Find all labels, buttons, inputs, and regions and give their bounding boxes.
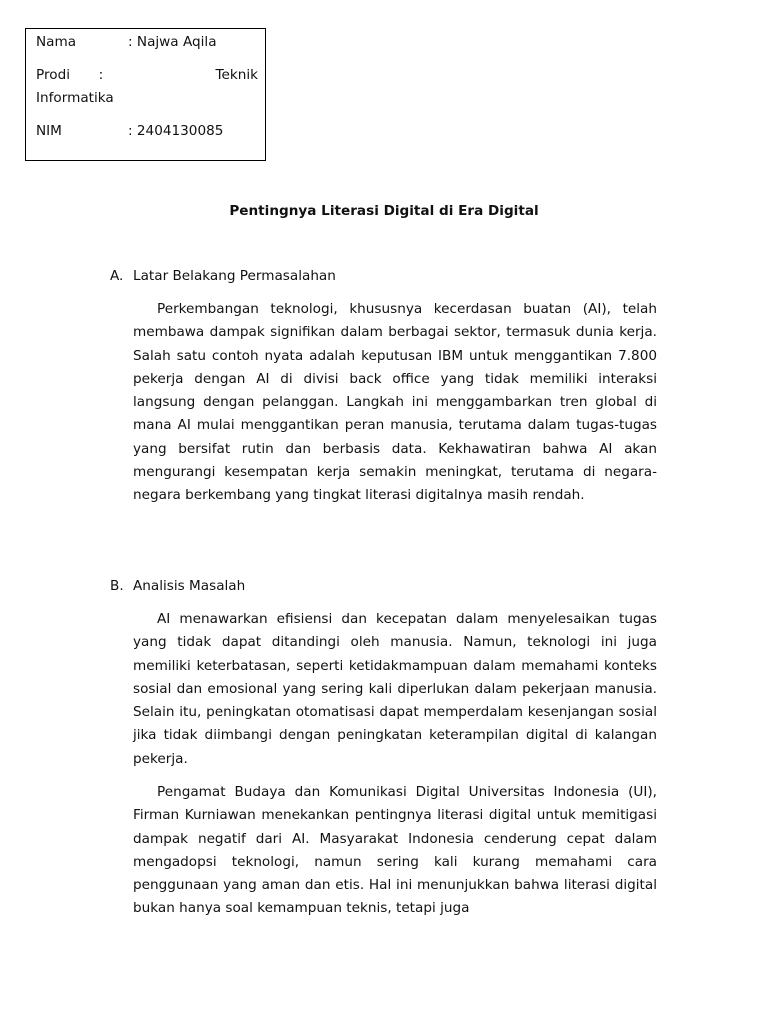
section-b-paragraph-1: AI menawarkan efisiensi dan kecepatan dalam menyelesaikan tugas yang tidak dapat ditandingi oleh manusia. Namun, teknologi ini juga memiliki keterbatasan, seperti ketidakmampuan dalam memahami konteks sosial dan emosional yang sering kali diperlukan dalam pekerjaan manusia. Selain itu, peningkatan otomatisasi dapat memperdalam kesenjangan sosial jika tidak diimbangi dengan peningkatan keterampilan digital di kalangan pekerja. [133, 611, 657, 767]
nim-row [36, 120, 258, 143]
prodi-value-line1: Teknik [215, 67, 258, 83]
section-a-letter: A. [110, 268, 124, 284]
name-value: : Najwa Aqila [128, 34, 217, 50]
prodi-label: Prodi [36, 67, 70, 83]
prodi-value-line2: Informatika [36, 90, 114, 106]
nim-label: NIM [36, 123, 62, 139]
section-a-paragraph: Perkembangan teknologi, khususnya kecerdasan buatan (AI), telah membawa dampak signifikan dalam berbagai sektor, termasuk dunia kerja. Salah satu contoh nyata adalah keputusan IBM untuk menggantikan 7.800 pekerja dengan AI di divisi back office yang tidak memiliki interaksi langsung dengan pelanggan. Langkah ini menggambarkan tren global di mana AI mulai menggantikan peran manusia, terutama dalam tugas-tugas yang bersifat rutin dan berbasis data. Kekhawatiran bahwa AI akan mengurangi kesempatan kerja semakin meningkat, terutama di negara-negara berkembang yang tingkat literasi digitalnya masih rendah. [133, 301, 657, 504]
section-a-title: Latar Belakang Permasalahan [133, 268, 336, 284]
document-title: Pentingnya Literasi Digital di Era Digital [229, 203, 539, 219]
prodi-colon: : [98, 67, 104, 83]
prodi-row [36, 64, 258, 110]
nim-value: : 2404130085 [128, 123, 224, 139]
student-identity-box [25, 28, 266, 161]
name-row [36, 31, 258, 54]
section-b-title: Analisis Masalah [133, 578, 246, 594]
section-b-letter: B. [110, 578, 124, 594]
section-b-heading [110, 575, 245, 598]
section-a-heading [110, 265, 336, 288]
name-label: Nama [36, 34, 77, 50]
section-b-paragraph-2: Pengamat Budaya dan Komunikasi Digital Universitas Indonesia (UI), Firman Kurniawan menekankan pentingnya literasi digital untuk memitigasi dampak negatif dari AI. Masyarakat Indonesia cenderung cepat dalam mengadopsi teknologi, namun sering kali kurang memahami cara penggunaan yang aman dan etis. Hal ini menunjukkan bahwa literasi digital bukan hanya soal kemampuan teknis, tetapi juga [133, 784, 657, 917]
